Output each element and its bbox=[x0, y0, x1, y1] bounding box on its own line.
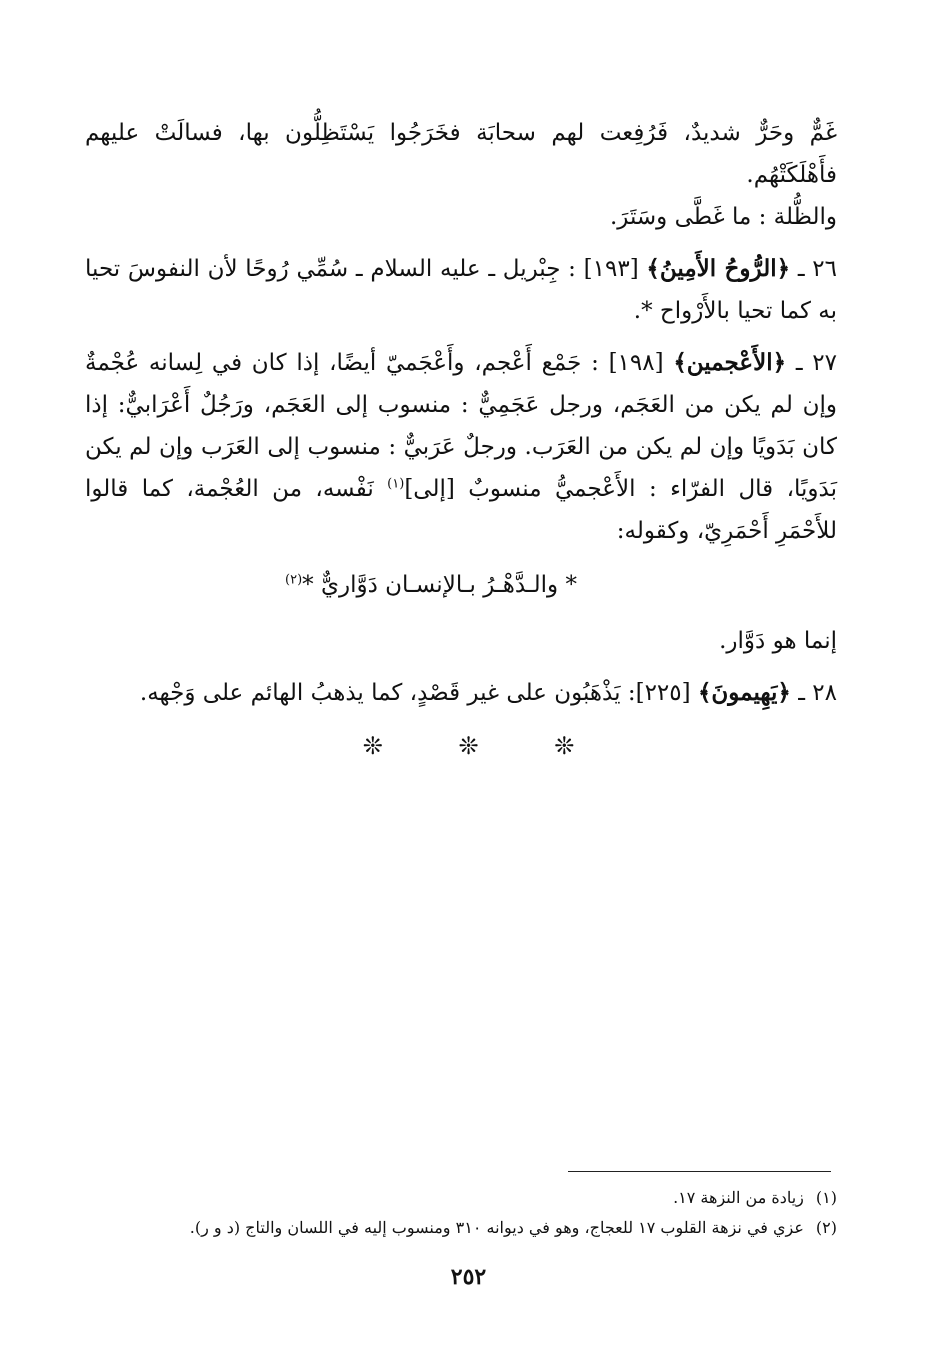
footnote-ref: (١) bbox=[387, 476, 405, 492]
entry-term: ﴿الرُّوحُ الأَمِينُ﴾ bbox=[646, 255, 791, 282]
footnote-text: زيادة من النزهة ١٧. bbox=[673, 1188, 804, 1207]
footnote-text: عزي في نزهة القلوب ١٧ للعجاج، وهو في ديوانه ٣١٠ ومنسوب إليه في اللسان والتاج (د و ر). bbox=[189, 1218, 804, 1237]
entry-26 bbox=[85, 248, 837, 332]
text-line: غَمٌّ وحَرٌّ شديدٌ، فَرُفِعت لهم سحابَة فخَرَجُوا يَسْتَظِلُّون بها، فسالَتْ عليهم فأَهْلَكَتْهُم. bbox=[85, 120, 837, 188]
footnote-2 bbox=[100, 1213, 837, 1243]
entry-number: ٢٧ ـ bbox=[795, 350, 837, 376]
entry-definition: [١٩٣] : جِبْريل ـ عليه السلام ـ سُمِّي رُوحًا لأن النفوسَ تحيا به كما تحيا بالأَرْواح *. bbox=[85, 256, 837, 324]
footnote-ref: (٢) bbox=[285, 572, 303, 588]
entry-term: ﴿يَهِيمونَ﴾ bbox=[697, 679, 791, 706]
separator-star-icon: ❊ bbox=[554, 732, 575, 760]
entry-term: ﴿الأَعْجمين﴾ bbox=[673, 349, 787, 376]
after-verse: إنما هو دَوَّار. bbox=[719, 628, 837, 654]
footnote-number: (٢) bbox=[815, 1218, 837, 1237]
separator-star-icon: ❊ bbox=[362, 732, 383, 760]
entry-number: ٢٨ ـ bbox=[798, 680, 837, 706]
entry-27 bbox=[85, 342, 837, 552]
main-text bbox=[85, 112, 837, 714]
entry-number: ٢٦ ـ bbox=[797, 256, 838, 282]
paragraph-intro bbox=[85, 112, 837, 238]
footnote-1 bbox=[100, 1183, 837, 1213]
verse-line bbox=[85, 564, 837, 606]
footnote-divider bbox=[568, 1171, 831, 1172]
separator-star-icon: ❊ bbox=[458, 732, 479, 760]
entry-28 bbox=[85, 672, 837, 714]
section-separator bbox=[0, 732, 937, 760]
entry-definition: [١٩٨] : جَمْع أَعْجم، وأَعْجَميّ أيضًا، إذا كان في لِسانه عُجْمةٌ وإن لم يكن من العَجَم، ورجل عَجَمِيٌّ : منسوب إلى العَجَم، ورَجُلٌ أَعْرَابيٌّ: إذا كان بَدَويًا وإن لم يكن من العَرَب. ورجلٌ عَرَبيٌّ : منسوب إلى العَرَب وإن لم يكن بَدَويًا، قال الفرّاء : الأَعْجميُّ منسوبٌ [إلى] bbox=[85, 350, 838, 502]
entry-definition: [٢٢٥]: يَذْهَبُون على غير قَصْدٍ، كما يذهبُ الهائم على وَجْهه. bbox=[139, 680, 698, 706]
verse-text: * والـدَّهْـرُ بـالإنسـان دَوَّاريٌّ * bbox=[302, 572, 577, 598]
entry-definition-cont: نَفْسه، من العُجْمة، كما قالوا للأَحْمَرِ أَحْمَرِيّ، وكقوله: bbox=[85, 476, 837, 544]
footnote-number: (١) bbox=[815, 1188, 837, 1207]
footnotes bbox=[100, 1183, 837, 1243]
page-number: ٢٥٢ bbox=[450, 1264, 487, 1290]
text-line: والظُّلة : ما غَطَّى وسَتَرَ. bbox=[609, 204, 837, 230]
